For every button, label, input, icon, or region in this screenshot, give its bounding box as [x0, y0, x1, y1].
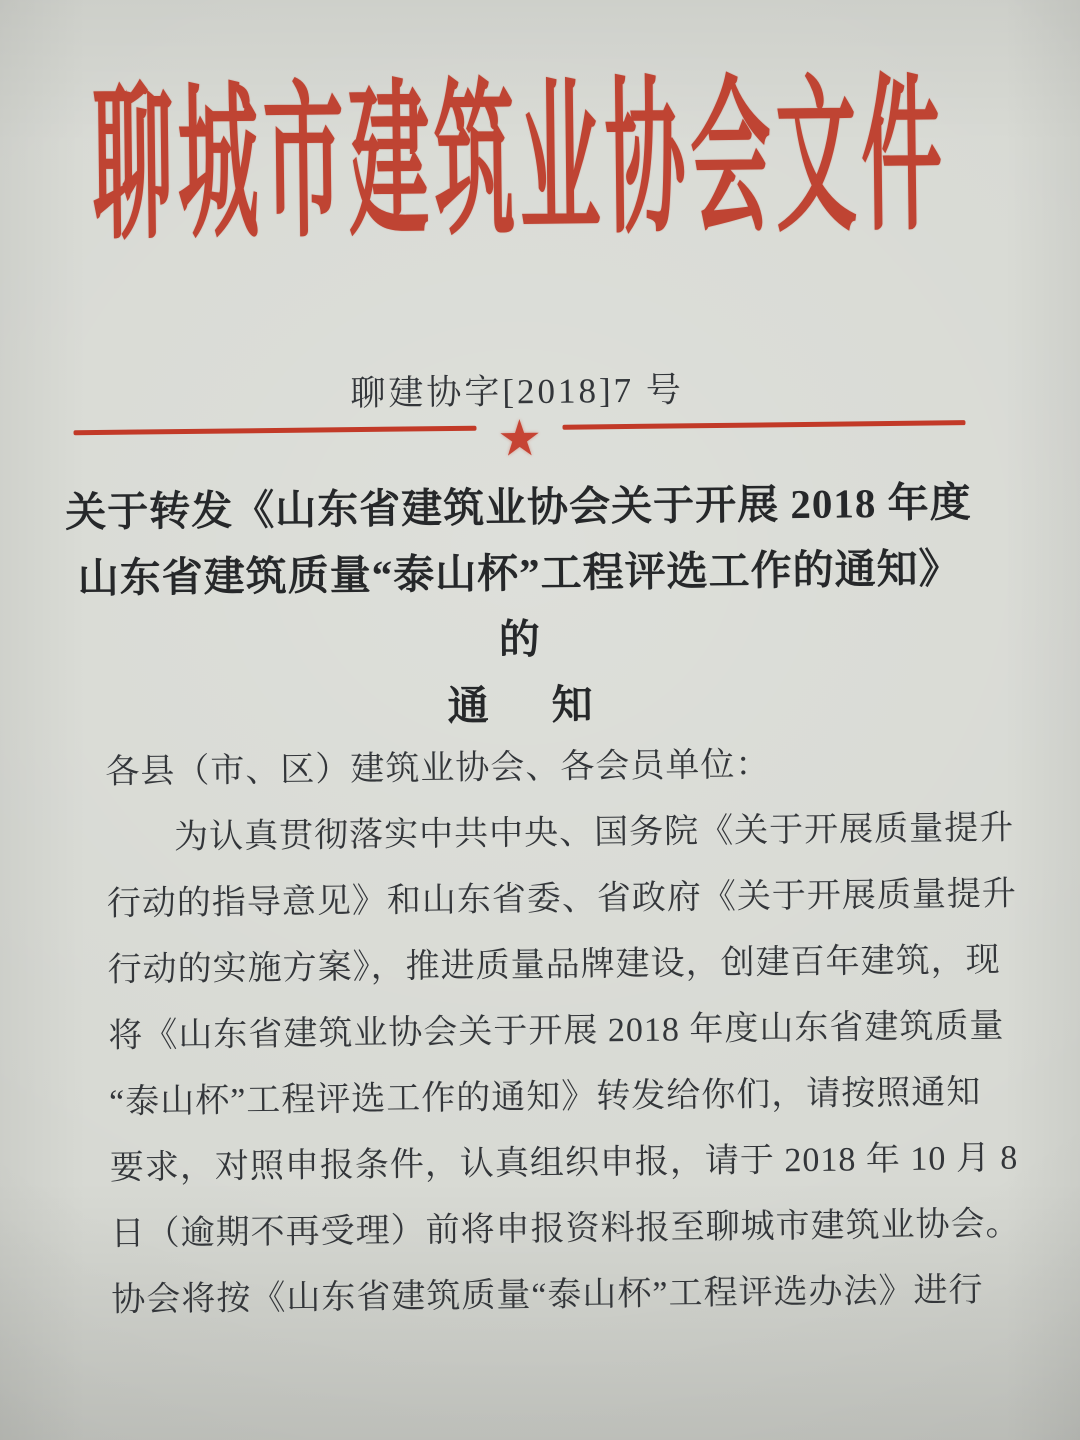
paragraph-line: 将《山东省建筑业协会关于开展 2018 年度山东省建筑质量: [108, 1007, 1005, 1055]
star-icon: ★: [496, 409, 543, 467]
red-rule-left: [74, 426, 477, 436]
paragraph-line: 协会将按《山东省建筑质量“泰山杯”工程评选办法》进行: [111, 1272, 984, 1319]
document-title: [58, 469, 981, 743]
org-header-title: 聊城市建筑业协会文件: [91, 64, 948, 261]
title-line-3-right: 知: [551, 681, 594, 728]
paragraph-line: 为认真贯彻落实中共中央、国务院《关于开展质量提升: [173, 809, 1015, 857]
title-line-2: 山东省建筑质量“泰山杯”工程评选工作的通知》的: [77, 545, 961, 663]
doc-number: 聊建协字[2018]7 号: [350, 370, 685, 414]
title-line-1: 关于转发《山东省建筑业协会关于开展 2018 年度: [64, 479, 972, 536]
paragraph-line: “泰山杯”工程评选工作的通知》转发给你们，请按照通知: [108, 1074, 982, 1121]
paragraph-line: 行动的指导意见》和山东省委、省政府《关于开展质量提升: [106, 875, 1018, 923]
paragraph-line: 要求，对照申报条件，认真组织申报，请于 2018 年 10 月 8: [109, 1139, 1019, 1187]
red-rule-right: [562, 420, 965, 430]
paragraph-line: 日（逾期不再受理）前将申报资料报至聊城市建筑业协会。: [110, 1205, 1021, 1253]
paragraph: [106, 797, 1021, 1334]
org-header: [0, 64, 1045, 261]
title-line-3-left: 通: [447, 682, 490, 730]
red-divider: [73, 409, 965, 468]
salutation: 各县（市、区）建筑业协会、各会员单位：: [105, 746, 771, 791]
document-body: [105, 731, 1021, 1334]
paragraph-line: 行动的实施方案》，推进质量品牌建设，创建百年建筑，现: [107, 941, 1001, 989]
